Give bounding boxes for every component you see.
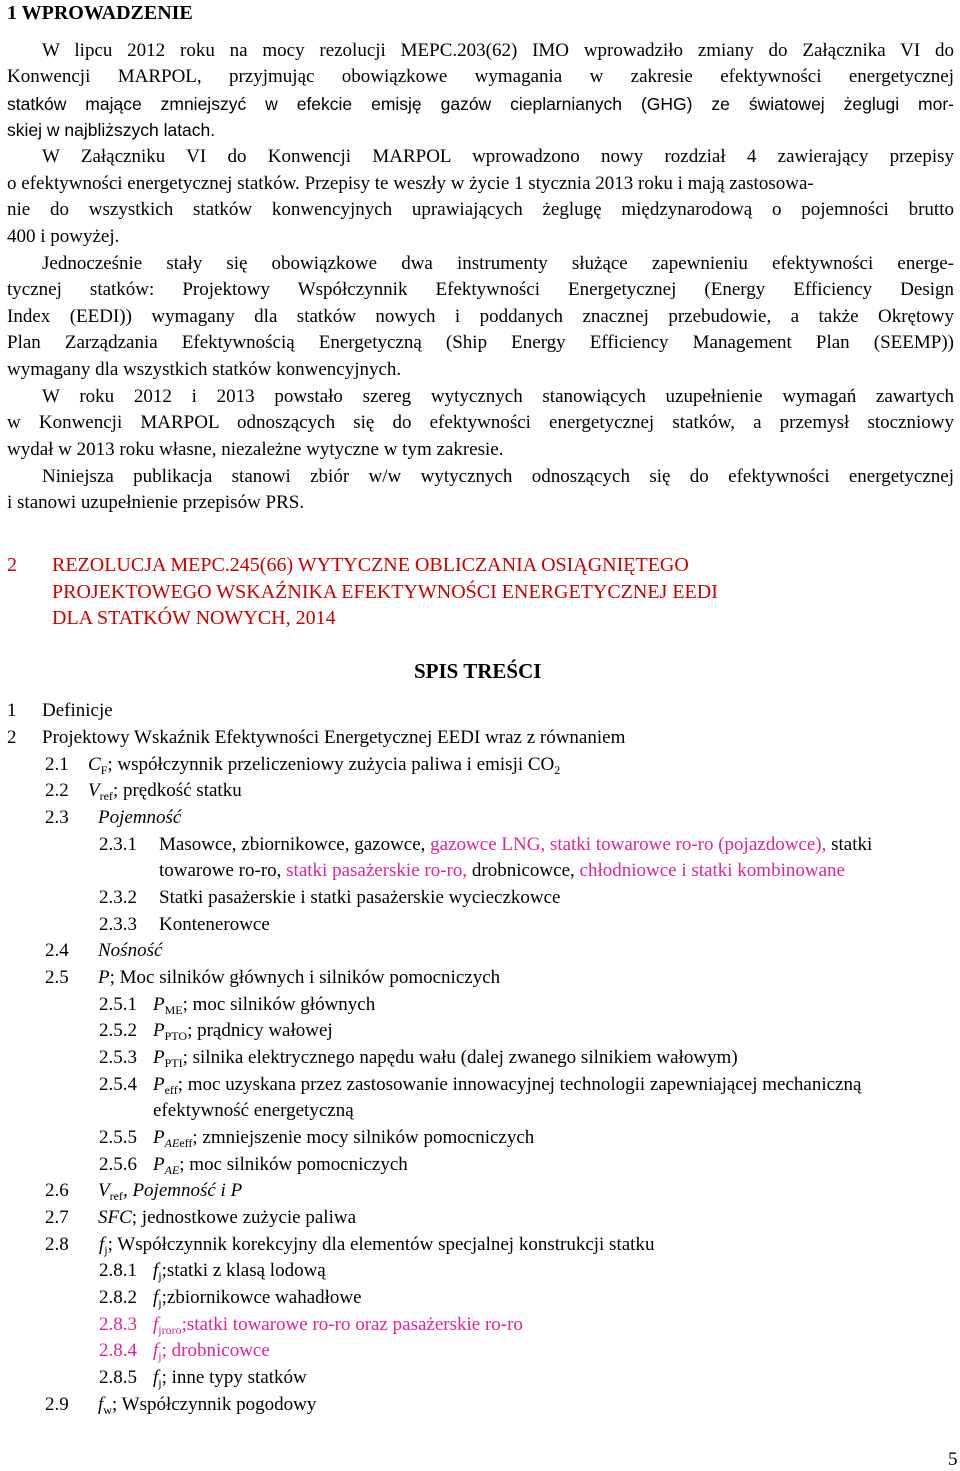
toc-entry-2-3-3: Kontenerowce bbox=[159, 914, 270, 935]
toc-entry-number: 2.8.2 bbox=[99, 1287, 137, 1308]
entry-text-highlight: statki pasażerskie ro-ro, bbox=[286, 860, 468, 881]
paragraph-5-line: Niniejsza publikacja stanowi zbiór w/w wytycznych odnoszących się do efektywności energetycznej bbox=[42, 466, 954, 487]
symbol: f bbox=[99, 1234, 105, 1255]
entry-text: ; moc silników pomocniczych bbox=[179, 1154, 408, 1175]
toc-entry-number: 1 bbox=[7, 700, 17, 721]
toc-entry-2-5-2 bbox=[153, 1018, 333, 1044]
toc-entry-number: 2.3.2 bbox=[99, 887, 137, 908]
entry-text: ; zmniejszenie mocy silników pomocniczych bbox=[192, 1127, 535, 1148]
paragraph-2-fragment: o efektywności energetycznej statków. bbox=[7, 173, 300, 194]
toc-entry-2-5-3 bbox=[153, 1045, 738, 1071]
toc-title: SPIS TREŚCI bbox=[414, 659, 542, 683]
entry-text: ; Współczynnik korekcyjny dla elementów specjalnej konstrukcji statku bbox=[107, 1234, 655, 1255]
toc-entry-2-3: Pojemność bbox=[98, 807, 182, 828]
toc-entry-1: Definicje bbox=[42, 700, 113, 721]
symbol: C bbox=[88, 754, 101, 775]
toc-entry-2-8-5 bbox=[153, 1365, 307, 1391]
symbol: P bbox=[153, 1047, 165, 1068]
symbol: f bbox=[153, 1367, 159, 1388]
subscript: j bbox=[158, 1349, 162, 1363]
toc-entry-2-8 bbox=[99, 1232, 654, 1258]
paragraph-3-line: Index (EEDI)) wymagany dla statków nowych i poddanych znacznej przebudowie, a także Okrętowy bbox=[7, 306, 954, 327]
toc-entry-2-8-4 bbox=[153, 1338, 270, 1364]
entry-text-highlight: gazowce LNG, statki towarowe ro-ro (pojazdowce), bbox=[430, 834, 827, 855]
paragraph-2-line: 400 i powyżej. bbox=[7, 226, 120, 247]
entry-text: ;statki z klasą lodową bbox=[161, 1260, 326, 1281]
entry-text: towarowe ro-ro, bbox=[159, 860, 287, 881]
toc-entry-number: 2.6 bbox=[45, 1180, 69, 1201]
subscript: PTI bbox=[164, 1056, 183, 1070]
entry-text: ; prądnicy wałowej bbox=[187, 1020, 333, 1041]
entry-text: ;zbiornikowce wahadłowe bbox=[161, 1287, 362, 1308]
symbol: P bbox=[153, 994, 165, 1015]
subscript: j bbox=[104, 1243, 108, 1257]
toc-entry-2-5-4-cont: efektywność energetyczną bbox=[153, 1100, 354, 1121]
entry-text: statki bbox=[826, 834, 873, 855]
toc-entry-number: 2.5.3 bbox=[99, 1047, 137, 1068]
subscript: PTO bbox=[164, 1029, 188, 1043]
toc-entry-number: 2.5.5 bbox=[99, 1127, 137, 1148]
toc-entry-2-8-3 bbox=[153, 1312, 523, 1338]
paragraph-4-line: W roku 2012 i 2013 powstało szereg wytycznych stanowiących uzupełnienie wymagań zawartych bbox=[42, 386, 954, 407]
subscript: w bbox=[103, 1403, 112, 1417]
entry-text: ;statki towarowe ro-ro oraz pasażerskie ro-ro bbox=[181, 1314, 523, 1335]
toc-entry-number: 2.3.3 bbox=[99, 914, 137, 935]
toc-entry-number: 2.8.3 bbox=[99, 1314, 137, 1335]
section-2-title-line: PROJEKTOWEGO WSKAŹNIKA EFEKTYWNOŚCI ENERGETYCZNEJ EEDI bbox=[52, 581, 718, 603]
toc-entry-2-5-5 bbox=[153, 1125, 534, 1151]
toc-entry-number: 2.4 bbox=[45, 940, 69, 961]
toc-entry-number: 2.8.5 bbox=[99, 1367, 137, 1388]
intro-paragraph-line: statków mające zmniejszyć w efekcie emisję gazów cieplarnianych (GHG) ze światowej żeglugi mor- bbox=[7, 94, 954, 114]
paragraph-3-line: Jednocześnie stały się obowiązkowe dwa instrumenty służące zapewnieniu efektywności energe- bbox=[42, 253, 954, 274]
paragraph-3-line: wymagany dla wszystkich statków konwencyjnych. bbox=[7, 359, 402, 380]
toc-entry-2-8-1 bbox=[153, 1258, 326, 1284]
paragraph-3-line: tycznej statków: Projektowy Współczynnik Efektywności Energetycznej (Energy Efficiency Design bbox=[7, 279, 954, 300]
toc-entry-number: 2.9 bbox=[45, 1394, 69, 1415]
entry-text: drobnicowce, bbox=[467, 860, 580, 881]
symbol: f bbox=[153, 1314, 159, 1335]
paragraph-4-line: w Konwencji MARPOL odnoszących się do efektywności energetycznej statków, a przemysł stoczniowy bbox=[7, 412, 954, 433]
toc-entry-number: 2.5.4 bbox=[99, 1074, 137, 1095]
toc-entry-2-5 bbox=[98, 965, 500, 991]
toc-entry-number: 2.5.2 bbox=[99, 1020, 137, 1041]
toc-entry-2-9 bbox=[98, 1392, 316, 1418]
section-2-number: 2 bbox=[7, 554, 17, 576]
entry-text: ; drobnicowce bbox=[161, 1340, 270, 1361]
paragraph-2-line bbox=[7, 171, 814, 197]
entry-text: Masowce, zbiornikowce, gazowce, bbox=[159, 834, 431, 855]
subscript: jroro bbox=[158, 1323, 182, 1337]
subscript-italic: AE bbox=[164, 1136, 180, 1150]
toc-entry-number: 2.2 bbox=[45, 780, 69, 801]
subscript bbox=[165, 1136, 193, 1150]
subscript: 2 bbox=[554, 763, 561, 777]
toc-entry-2-3-2: Statki pasażerskie i statki pasażerskie wycieczkowce bbox=[159, 887, 561, 908]
page-number: 5 bbox=[948, 1449, 958, 1470]
toc-entry-2: Projektowy Wskaźnik Efektywności Energetycznej EEDI wraz z równaniem bbox=[42, 727, 626, 748]
symbol: P bbox=[153, 1127, 165, 1148]
toc-entry-2-5-4 bbox=[153, 1072, 861, 1098]
toc-entry-number: 2.8.4 bbox=[99, 1340, 137, 1361]
subscript bbox=[165, 1163, 180, 1177]
subscript: j bbox=[158, 1296, 162, 1310]
paragraph-3-line: Plan Zarządzania Efektywnością Energetyczną (Ship Energy Efficiency Management Plan (SEEMP)) bbox=[7, 332, 954, 353]
paragraph-4-line: wydał w 2013 roku własne, niezależne wytyczne w tym zakresie. bbox=[7, 439, 504, 460]
toc-entry-number: 2.5 bbox=[45, 967, 69, 988]
entry-text: , Pojemność i P bbox=[122, 1180, 243, 1201]
symbol: V bbox=[98, 1180, 110, 1201]
entry-text: ; jednostkowe zużycie paliwa bbox=[131, 1207, 357, 1228]
toc-entry-2-5-6 bbox=[153, 1152, 408, 1178]
symbol: SFC bbox=[98, 1207, 132, 1228]
subscript-text: eff bbox=[179, 1136, 193, 1150]
toc-entry-2-7 bbox=[98, 1205, 356, 1231]
toc-entry-number: 2.8 bbox=[45, 1234, 69, 1255]
entry-text: ; moc silników głównych bbox=[182, 994, 376, 1015]
toc-entry-number: 2 bbox=[7, 727, 17, 748]
intro-paragraph-line: W lipcu 2012 roku na mocy rezolucji MEPC.203(62) IMO wprowadziło zmiany do Załącznika VI do bbox=[42, 40, 954, 61]
subscript: eff bbox=[164, 1083, 178, 1097]
symbol: f bbox=[153, 1287, 159, 1308]
toc-entry-2-1 bbox=[88, 752, 560, 778]
symbol: P bbox=[153, 1074, 165, 1095]
toc-entry-number: 2.7 bbox=[45, 1207, 69, 1228]
entry-text: ; Współczynnik pogodowy bbox=[111, 1394, 317, 1415]
entry-text-highlight: chłodniowce i statki kombinowane bbox=[579, 860, 845, 881]
symbol: P bbox=[153, 1154, 165, 1175]
toc-entry-number: 2.8.1 bbox=[99, 1260, 137, 1281]
entry-text: ; współczynnik przeliczeniowy zużycia paliwa i emisji CO bbox=[107, 754, 555, 775]
toc-entry-number: 2.5.6 bbox=[99, 1154, 137, 1175]
section-2-title-line: DLA STATKÓW NOWYCH, 2014 bbox=[52, 607, 336, 629]
subscript: ref bbox=[99, 789, 113, 803]
subscript-italic: AE bbox=[164, 1163, 180, 1177]
symbol: f bbox=[153, 1260, 159, 1281]
symbol: f bbox=[153, 1340, 159, 1361]
toc-entry-2-4: Nośność bbox=[98, 940, 163, 961]
toc-entry-number: 2.3 bbox=[45, 807, 69, 828]
toc-entry-2-5-1 bbox=[153, 992, 375, 1018]
toc-entry-2-3-1-cont bbox=[159, 858, 845, 884]
entry-text: ; inne typy statków bbox=[161, 1367, 307, 1388]
paragraph-2-line: nie do wszystkich statków konwencyjnych uprawiających żeglugę międzynarodową o pojemności brutto bbox=[7, 199, 954, 220]
subscript: ref bbox=[109, 1189, 123, 1203]
paragraph-2-line: W Załączniku VI do Konwencji MARPOL wprowadzono nowy rozdział 4 zawierający przepisy bbox=[42, 146, 954, 167]
toc-entry-number: 2.5.1 bbox=[99, 994, 137, 1015]
entry-text: ; moc uzyskana przez zastosowanie innowacyjnej technologii zapewniającej mechaniczną bbox=[177, 1074, 862, 1095]
intro-paragraph-line: Konwencji MARPOL, przyjmując obowiązkowe wymagania w zakresie efektywności energetycznej bbox=[7, 66, 954, 87]
entry-text: ; silnika elektrycznego napędu wału (dalej zwanego silnikiem wałowym) bbox=[182, 1047, 738, 1068]
subscript: j bbox=[158, 1376, 162, 1390]
toc-entry-2-8-2 bbox=[153, 1285, 362, 1311]
symbol: P bbox=[98, 967, 110, 988]
subscript: j bbox=[158, 1269, 162, 1283]
toc-entry-2-6 bbox=[98, 1178, 242, 1204]
paragraph-5-line: i stanowi uzupełnienie przepisów PRS. bbox=[7, 492, 305, 513]
symbol: f bbox=[98, 1394, 104, 1415]
symbol: P bbox=[153, 1020, 165, 1041]
toc-entry-number: 2.3.1 bbox=[99, 834, 137, 855]
paragraph-2-fragment: Przepisy te weszły w życie 1 stycznia 2013 roku i mają zastosowa- bbox=[299, 173, 814, 194]
entry-text: ; prędkość statku bbox=[112, 780, 242, 801]
entry-text: ; Moc silników głównych i silników pomocniczych bbox=[109, 967, 501, 988]
subscript: ME bbox=[164, 1003, 183, 1017]
subscript: F bbox=[100, 763, 108, 777]
section-2-title-line: REZOLUCJA MEPC.245(66) WYTYCZNE OBLICZANIA OSIĄGNIĘTEGO bbox=[52, 554, 689, 576]
toc-entry-2-2 bbox=[88, 778, 242, 804]
intro-paragraph-line: skiej w najbliższych latach. bbox=[7, 120, 216, 140]
symbol: V bbox=[88, 780, 100, 801]
toc-entry-number: 2.1 bbox=[45, 754, 69, 775]
section-1-heading: 1 WPROWADZENIE bbox=[7, 2, 193, 24]
toc-entry-2-3-1 bbox=[159, 832, 872, 858]
